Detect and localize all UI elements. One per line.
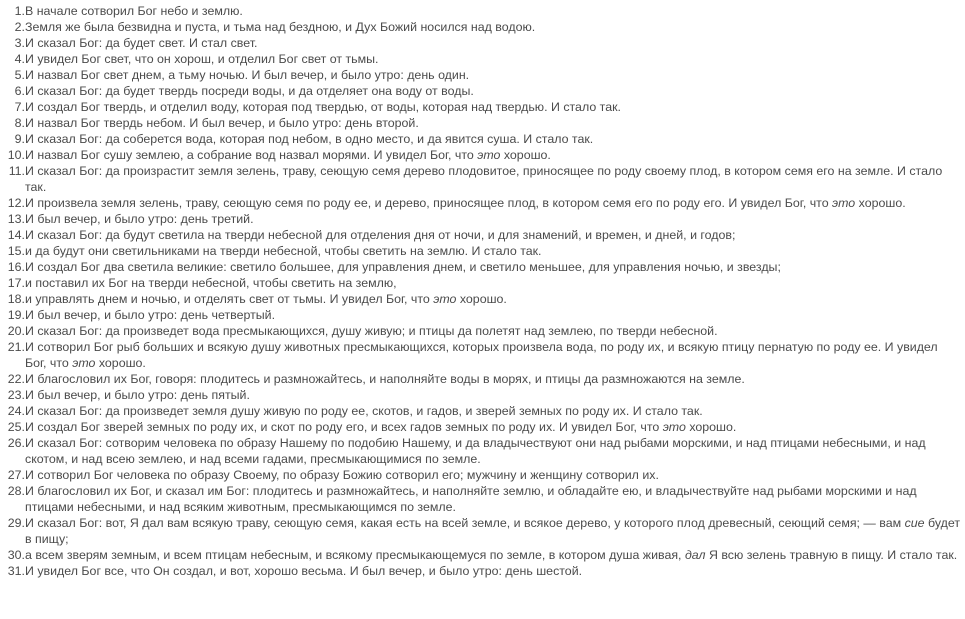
verse-text bbox=[25, 3, 962, 19]
verse-number: 20. bbox=[7, 324, 25, 338]
verse-text-segment: И создал Бог твердь, и отделил воду, которая под твердью, от воды, которая над твердью. И стало так. bbox=[25, 100, 621, 114]
verse-item bbox=[0, 387, 962, 403]
verse-item bbox=[0, 163, 962, 195]
verse-number: 24. bbox=[7, 404, 25, 418]
verse-text-italic: это bbox=[662, 420, 686, 434]
verse-text-italic: это bbox=[832, 196, 856, 210]
verse-text-segment: хорошо. bbox=[95, 356, 146, 370]
verse-item bbox=[0, 339, 962, 371]
verse-text-segment: а всем зверям земным, и всем птицам небесным, и всякому пресмыкающемуся по земле, в котором душа живая, bbox=[25, 548, 685, 562]
verse-item bbox=[0, 483, 962, 515]
verse-text bbox=[25, 99, 962, 115]
verse-text bbox=[25, 19, 962, 35]
verse-number: 15. bbox=[7, 244, 25, 258]
verse-text bbox=[25, 67, 962, 83]
verse-item bbox=[0, 211, 962, 227]
verse-item bbox=[0, 19, 962, 35]
verse-number: 19. bbox=[7, 308, 25, 322]
verse-item bbox=[0, 435, 962, 467]
verse-item bbox=[0, 243, 962, 259]
verse-text-segment: хорошо. bbox=[500, 148, 551, 162]
verse-text bbox=[25, 483, 962, 515]
verse-text-segment: хорошо. bbox=[456, 292, 507, 306]
verse-number: 4. bbox=[14, 52, 25, 66]
verse-text bbox=[25, 243, 962, 259]
verse-text-italic: это bbox=[477, 148, 501, 162]
verse-number: 12. bbox=[7, 196, 25, 210]
verse-item bbox=[0, 51, 962, 67]
verse-number: 21. bbox=[7, 340, 25, 354]
verse-number: 5. bbox=[14, 68, 25, 82]
verse-text bbox=[25, 371, 962, 387]
verse-text-segment: и поставил их Бог на тверди небесной, чтобы светить на землю, bbox=[25, 276, 397, 290]
verse-text bbox=[25, 387, 962, 403]
verse-text-segment: Земля же была безвидна и пуста, и тьма над бездною, и Дух Божий носился над водою. bbox=[25, 20, 536, 34]
verse-text bbox=[25, 131, 962, 147]
verse-number: 13. bbox=[7, 212, 25, 226]
verse-text-segment: И сказал Бог: да произведет земля душу живую по роду ее, скотов, и гадов, и зверей земных по роду их. И стало так. bbox=[25, 404, 703, 418]
verse-text-italic: это bbox=[433, 292, 457, 306]
verse-text-italic: это bbox=[72, 356, 96, 370]
verse-number: 7. bbox=[14, 100, 25, 114]
verse-text bbox=[25, 547, 962, 563]
verse-item bbox=[0, 99, 962, 115]
verse-text bbox=[25, 35, 962, 51]
verse-text-segment: И назвал Бог сушу землею, а собрание вод назвал морями. И увидел Бог, что bbox=[25, 148, 478, 162]
verse-text-segment: И благословил их Бог, и сказал им Бог: плодитесь и размножайтесь, и наполняйте землю, и обладайте ею, и владычествуйте над рыбами морскими и над птицами небесными, и над всяким животным, пресмыкающимся по земле. bbox=[25, 484, 917, 514]
verse-number: 27. bbox=[7, 468, 25, 482]
verse-text bbox=[25, 515, 962, 547]
verse-text-segment: И сказал Бог: да произведет вода пресмыкающихся, душу живую; и птицы да полетят над землею, по тверди небесной. bbox=[25, 324, 718, 338]
verse-text bbox=[25, 339, 962, 371]
verse-number: 10. bbox=[7, 148, 25, 162]
verse-number: 31. bbox=[7, 564, 25, 578]
verse-item bbox=[0, 115, 962, 131]
verse-number: 2. bbox=[14, 20, 25, 34]
verse-item bbox=[0, 323, 962, 339]
verse-number: 18. bbox=[7, 292, 25, 306]
verse-text-segment: и да будут они светильниками на тверди небесной, чтобы светить на землю. И стало так. bbox=[25, 244, 542, 258]
verse-number: 17. bbox=[7, 276, 25, 290]
verse-text-segment: И сказал Бог: да произрастит земля зелень, траву, сеющую семя дерево плодовитое, приносящее по роду своему плод, в котором семя его на земле. И стало так. bbox=[25, 164, 943, 194]
verse-item bbox=[0, 131, 962, 147]
verse-number: 16. bbox=[7, 260, 25, 274]
verse-text bbox=[25, 83, 962, 99]
verse-number: 23. bbox=[7, 388, 25, 402]
verse-item bbox=[0, 227, 962, 243]
verse-text bbox=[25, 163, 962, 195]
verse-item bbox=[0, 515, 962, 547]
verse-text bbox=[25, 323, 962, 339]
verse-item bbox=[0, 147, 962, 163]
verse-text bbox=[25, 211, 962, 227]
verse-text bbox=[25, 467, 962, 483]
verse-number: 1. bbox=[14, 4, 25, 18]
verse-text-segment: И сказал Бог: сотворим человека по образу Нашему по подобию Нашему, и да владычествуют они над рыбами морскими, и над птицами небесными, и над скотом, и над всею землею, и над всеми гадами, пресмыкающимися по земле. bbox=[25, 436, 926, 466]
verse-number: 6. bbox=[14, 84, 25, 98]
verse-item bbox=[0, 371, 962, 387]
verse-item bbox=[0, 291, 962, 307]
verse-item bbox=[0, 3, 962, 19]
verse-item bbox=[0, 563, 962, 579]
verse-text-segment: и управлять днем и ночью, и отделять свет от тьмы. И увидел Бог, что bbox=[25, 292, 434, 306]
verse-text bbox=[25, 147, 962, 163]
verse-text-segment: И сотворил Бог человека по образу Своему, по образу Божию сотворил его; мужчину и женщину сотворил их. bbox=[25, 468, 659, 482]
verse-text bbox=[25, 115, 962, 131]
verse-text-segment: будет в пищу; bbox=[25, 516, 960, 546]
verse-text bbox=[25, 307, 962, 323]
verse-number: 26. bbox=[7, 436, 25, 450]
verse-item bbox=[0, 35, 962, 51]
verse-item bbox=[0, 419, 962, 435]
verse-text-segment: И сотворил Бог рыб больших и всякую душу животных пресмыкающихся, которых произвела вода, по роду их, и всякую птицу пернатую по роду ее. И увидел Бог, что bbox=[25, 340, 938, 370]
verse-item bbox=[0, 195, 962, 211]
verse-item bbox=[0, 275, 962, 291]
verse-text bbox=[25, 227, 962, 243]
verse-text-segment: И был вечер, и было утро: день четвертый. bbox=[25, 308, 276, 322]
verse-number: 9. bbox=[14, 132, 25, 146]
verse-text bbox=[25, 419, 962, 435]
verse-item bbox=[0, 547, 962, 563]
verse-text-segment: В начале сотворил Бог небо и землю. bbox=[25, 4, 243, 18]
verse-text-segment: И сказал Бог: да будет свет. И стал свет. bbox=[25, 36, 258, 50]
verse-text bbox=[25, 275, 962, 291]
verse-item bbox=[0, 467, 962, 483]
verse-number: 28. bbox=[7, 484, 25, 498]
verse-number: 25. bbox=[7, 420, 25, 434]
verse-text-segment: хорошо. bbox=[685, 420, 737, 434]
verse-text-segment: И был вечер, и было утро: день третий. bbox=[25, 212, 254, 226]
verse-text bbox=[25, 403, 962, 419]
verse-item bbox=[0, 307, 962, 323]
verse-text bbox=[25, 259, 962, 275]
verse-text bbox=[25, 195, 962, 211]
verse-text-segment: И сказал Бог: вот, Я дал вам всякую траву, сеющую семя, какая есть на всей земле, и всякое дерево, у которого плод древесный, сеющий семя; — вам bbox=[25, 516, 905, 530]
verse-text-segment: хорошо. bbox=[855, 196, 906, 210]
verse-number: 30. bbox=[7, 548, 25, 562]
verse-text-segment: И сказал Бог: да будет твердь посреди воды, и да отделяет она воду от воды. bbox=[25, 84, 474, 98]
verse-text-segment: И назвал Бог твердь небом. И был вечер, и было утро: день второй. bbox=[25, 116, 419, 130]
verse-text bbox=[25, 51, 962, 67]
verse-text-segment: И сказал Бог: да соберется вода, которая под небом, в одно место, и да явится суша. И стало так. bbox=[25, 132, 594, 146]
verse-text-segment: И назвал Бог свет днем, а тьму ночью. И был вечер, и было утро: день один. bbox=[25, 68, 470, 82]
verse-text-italic: сие bbox=[904, 516, 925, 530]
verse-text-segment: И был вечер, и было утро: день пятый. bbox=[25, 388, 250, 402]
verse-item bbox=[0, 259, 962, 275]
verse-number: 11. bbox=[8, 164, 25, 178]
verse-list bbox=[0, 3, 962, 579]
verse-item bbox=[0, 67, 962, 83]
verse-text-segment: И увидел Бог свет, что он хорош, и отделил Бог свет от тьмы. bbox=[25, 52, 379, 66]
verse-text-italic: дал bbox=[684, 548, 706, 562]
verse-text-segment: И создал Бог зверей земных по роду их, и скот по роду его, и всех гадов земных по роду их. И увидел Бог, что bbox=[25, 420, 663, 434]
verse-text-segment: И произвела земля зелень, траву, сеющую семя по роду ее, и дерево, приносящее плод, в котором семя его по роду его. И увидел Бог, что bbox=[25, 196, 833, 210]
verse-text-segment: И создал Бог два светила великие: светило большее, для управления днем, и светило меньшее, для управления ночью, и звезды; bbox=[25, 260, 781, 274]
verse-number: 3. bbox=[14, 36, 25, 50]
verse-number: 22. bbox=[7, 372, 25, 386]
verse-text bbox=[25, 291, 962, 307]
verse-text-segment: И увидел Бог все, что Он создал, и вот, хорошо весьма. И был вечер, и было утро: день шестой. bbox=[25, 564, 583, 578]
verse-item bbox=[0, 83, 962, 99]
verse-text-segment: И благословил их Бог, говоря: плодитесь и размножайтесь, и наполняйте воды в морях, и птицы да размножаются на земле. bbox=[25, 372, 745, 386]
verse-text bbox=[25, 435, 962, 467]
verse-number: 14. bbox=[7, 228, 25, 242]
verse-text-segment: И сказал Бог: да будут светила на тверди небесной для отделения дня от ночи, и для знамений, и времен, и дней, и годов; bbox=[25, 228, 736, 242]
verse-text bbox=[25, 563, 962, 579]
verse-number: 8. bbox=[14, 116, 25, 130]
verse-text-segment: Я всю зелень травную в пищу. И стало так. bbox=[705, 548, 958, 562]
verse-number: 29. bbox=[7, 516, 25, 530]
verse-item bbox=[0, 403, 962, 419]
